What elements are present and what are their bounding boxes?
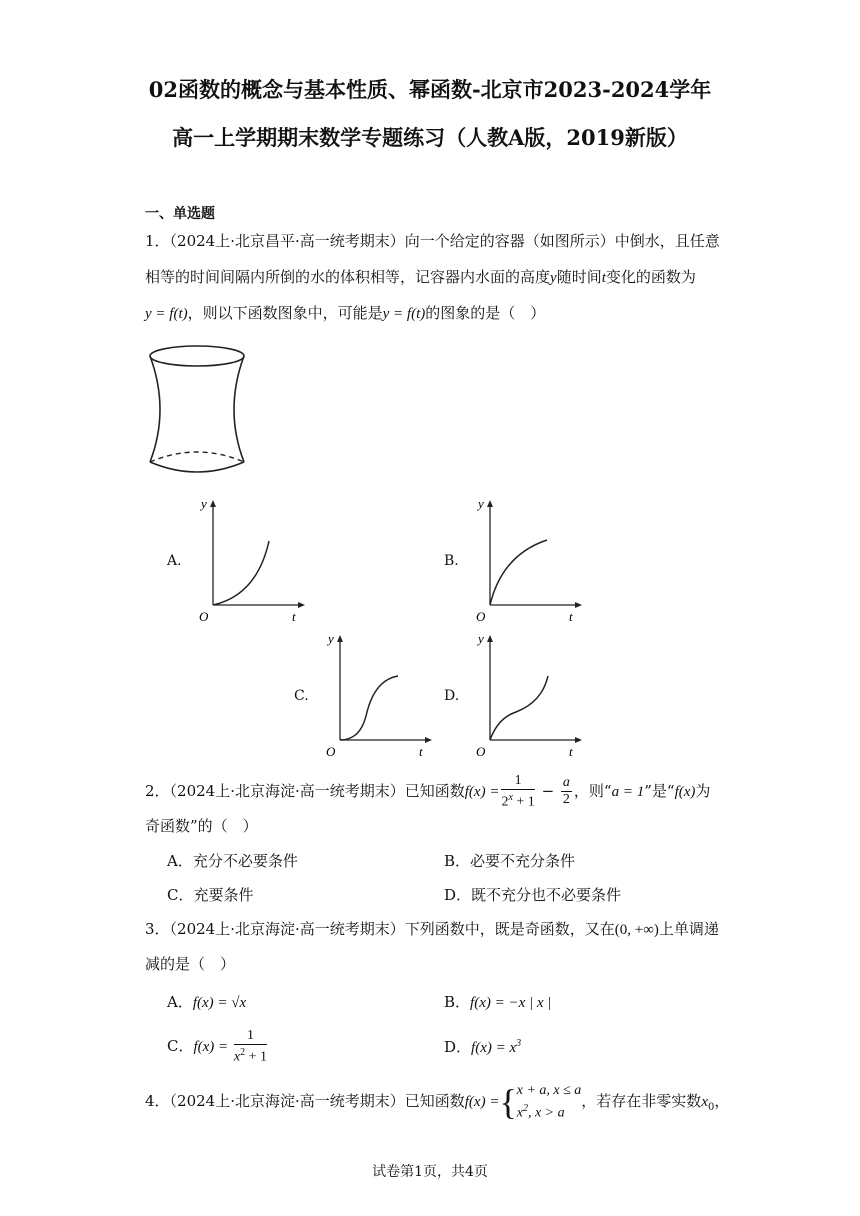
q3-option-c-num: 1 (234, 1028, 267, 1045)
section-heading: 一、单选题 (145, 206, 215, 222)
q4-x0: x (701, 1094, 708, 1110)
q2-fx: f(x) = (464, 783, 500, 800)
q2-fx-2: f(x) (674, 783, 696, 800)
q4-case-2-exp: 2 (522, 1102, 528, 1114)
q1-graph-b-curve (490, 540, 547, 605)
q4-tail: ， (714, 1092, 730, 1110)
q1-line-2a: 相等的时间间隔内所倒的水的体积相等，记容器内水面的高度 (145, 268, 551, 286)
q1-graph-b-origin: O (476, 609, 486, 624)
q3-line-1a: 3．（2024上·北京海淀·高一统考期末）下列函数中，既是奇函数，又在 (145, 920, 615, 938)
q1-func-1: y = f(t) (145, 306, 188, 322)
q2-cond: a = 1 (611, 783, 645, 800)
q3-option-c-label: C． (167, 1036, 194, 1055)
q2-line-2: 奇函数”的（ ） (145, 817, 258, 835)
q1-graph-a-origin: O (199, 609, 209, 624)
q2-frac1-den-tail: + 1 (512, 794, 535, 810)
q4-line-1 (145, 1081, 729, 1123)
q1-graph-c-curve (340, 676, 398, 740)
q2-frac1-num: 1 (501, 773, 534, 790)
q1-line-2c: 变化的函数为 (605, 268, 696, 286)
q1-graph-d-label: D. (444, 688, 460, 704)
q4-case-1: x + a, x ≤ a (516, 1082, 582, 1098)
q4-case-2-base: x (516, 1105, 523, 1121)
q3-option-d-label: D． (444, 1038, 472, 1056)
q1-graph-d-y-label: y (478, 631, 484, 646)
q2-line-1b: ，则“ (573, 781, 612, 800)
q1-graph-b (472, 495, 592, 625)
q1-graph-a-curve (213, 541, 269, 605)
q2-frac1-den-exp: x (508, 792, 513, 803)
page-footer: 试卷第1页，共4页 (372, 1164, 488, 1180)
q3-option-d-fx: f(x) = x (471, 1040, 517, 1056)
q1-var-y: y (550, 270, 557, 286)
q1-graph-c-t-label: t (419, 744, 423, 759)
q3-option-a-label: A． (167, 993, 193, 1011)
q3-option-a-expr: √x (231, 995, 247, 1011)
q3-option-c-den-exp: 2 (240, 1047, 246, 1058)
q1-graph-a-t-label: t (292, 609, 296, 624)
q3-line-1 (145, 918, 719, 939)
q3-option-b-expr: f(x) = −x | x | (470, 995, 552, 1011)
q1-line-3 (145, 302, 545, 323)
q1-graph-c (322, 630, 442, 760)
q1-line-2b: 随时间 (556, 268, 602, 286)
q3-option-d[interactable] (444, 1036, 521, 1057)
q4-line-1a: 4．（2024上·北京海淀·高一统考期末）已知函数 (145, 1092, 465, 1110)
q1-line-2 (145, 266, 696, 287)
q2-line-1c: ”是“ (644, 781, 675, 800)
q3-option-c-den-base: x (233, 1049, 241, 1065)
q2-minus: − (536, 781, 559, 800)
q4-brace-glyph: { (499, 1082, 517, 1122)
q2-frac2-den: 2 (562, 792, 570, 808)
q3-option-d-exp: 3 (516, 1038, 522, 1049)
q3-interval: (0, +∞) (614, 922, 659, 938)
q4-piecewise (499, 1081, 581, 1123)
container-figure (140, 340, 255, 480)
q3-option-a-fx: f(x) = (192, 995, 232, 1011)
q3-line-1b: 上单调递 (658, 920, 719, 938)
document-title-line-2: 高一上学期期末数学专题练习（人教A版，2019新版） (172, 125, 688, 150)
q2-frac2-num: a (562, 775, 570, 791)
q2-line-1 (145, 773, 710, 811)
q2-option-c[interactable]: C．充要条件 (167, 886, 254, 904)
q3-option-c-den-tail: + 1 (245, 1049, 268, 1065)
q3-option-a[interactable] (167, 991, 246, 1012)
q1-var-t: t (601, 270, 606, 286)
q2-frac1-den-base: 2 (501, 794, 509, 810)
q1-line-3a: ，则以下函数图象中，可能是 (187, 304, 383, 322)
q4-case-2-tail: , x > a (527, 1105, 565, 1121)
q1-graph-c-y-label: y (328, 631, 334, 646)
q2-fraction-1 (501, 773, 534, 811)
q1-graph-a (195, 495, 315, 625)
q2-option-a[interactable]: A．充分不必要条件 (167, 852, 298, 870)
q2-frac1-den (501, 790, 534, 811)
q3-option-b-label: B． (444, 993, 471, 1011)
q2-line-1a: 2．（2024上·北京海淀·高一统考期末）已知函数 (145, 781, 465, 800)
q2-fraction-2 (561, 775, 572, 808)
q2-line-1d: 为 (695, 781, 711, 800)
q3-option-c-fraction (234, 1028, 267, 1066)
q1-graph-a-label: A. (167, 553, 182, 569)
q2-option-d[interactable]: D．既不充分也不必要条件 (444, 886, 622, 904)
q1-graph-d-t-label: t (569, 744, 573, 759)
document-title-line-1: 02函数的概念与基本性质、幂函数-北京市2023-2024学年 (148, 77, 712, 102)
q3-option-c[interactable] (167, 1028, 269, 1066)
q1-graph-b-y-label: y (478, 496, 484, 511)
q1-graph-b-label: B. (444, 553, 459, 569)
q1-func-2: y = f(t) (382, 306, 426, 322)
q3-option-b[interactable] (444, 991, 551, 1012)
q4-line-1b: ，若存在非零实数 (581, 1092, 702, 1110)
q3-option-c-den (234, 1045, 267, 1066)
q1-graph-d (472, 630, 592, 760)
q1-line-1: 1．（2024上·北京昌平·高一统考期末）向一个给定的容器（如图所示）中倒水，且任意 (145, 232, 720, 250)
q2-option-b[interactable]: B．必要不充分条件 (444, 852, 576, 870)
q1-graph-d-curve (490, 676, 548, 740)
q1-graph-c-label: C. (294, 688, 309, 704)
q1-graph-c-origin: O (326, 744, 336, 759)
q1-line-3b: 的图象的是（ ） (425, 304, 546, 322)
q4-fx: f(x) = (464, 1094, 500, 1110)
q1-graph-d-origin: O (476, 744, 486, 759)
q4-cases (517, 1082, 582, 1123)
q1-graph-a-y-label: y (201, 496, 207, 511)
q4-case-2 (517, 1100, 582, 1123)
q3-line-2: 减的是（ ） (145, 955, 236, 973)
q3-option-c-fx: f(x) = (193, 1038, 232, 1055)
q1-graph-b-t-label: t (569, 609, 573, 624)
q4-x0-sub: 0 (707, 1102, 715, 1113)
